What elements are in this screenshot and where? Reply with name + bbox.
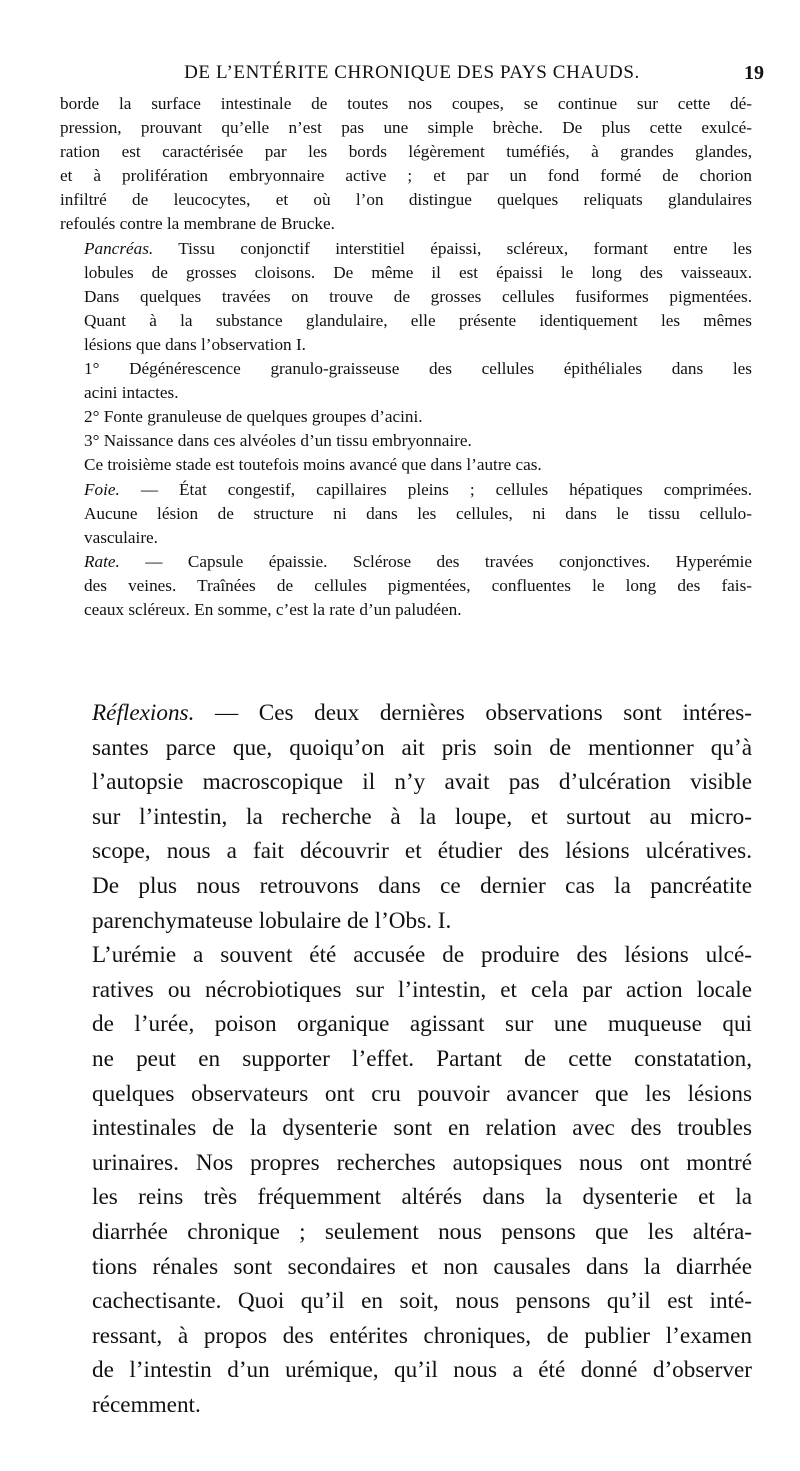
text-line: borde la surface intestinale de toutes nos coupes, se continue sur cette dé- <box>60 94 752 113</box>
text-line: parenchymateuse lobulaire de l’Obs. I. <box>92 907 452 934</box>
text-line: vasculaire. <box>84 527 158 547</box>
page-number: 19 <box>744 62 764 84</box>
text-line: refoulés contre la membrane de Brucke. <box>60 214 335 234</box>
list-item-1 <box>60 357 752 405</box>
list-item-3 <box>60 429 752 453</box>
text-line: ne peut en supporter l’effet. Partant de cette constatation, <box>92 1045 752 1072</box>
text-line: cachectisante. Quoi qu’il en soit, nous pensons qu’il est inté- <box>92 1288 752 1315</box>
text-line: santes parce que, quoiqu’on ait pris soin de mentionner qu’à <box>92 734 752 761</box>
text-line <box>60 478 752 502</box>
text-line: tions rénales sont secondaires et non causales dans la diarrhée <box>92 1253 752 1280</box>
list-item-2 <box>60 405 752 429</box>
text-line: 3° Naissance dans ces alvéoles d’un tissu embryonnaire. <box>84 431 472 451</box>
text-line: scope, nous a fait découvrir et étudier des lésions ulcératives. <box>92 838 752 865</box>
running-title: DE L’ENTÉRITE CHRONIQUE DES PAYS CHAUDS. <box>184 62 640 83</box>
paragraph-foie <box>60 478 752 550</box>
reflexions-text <box>60 696 752 1422</box>
text-line-rest: Tissu conjonctif interstitiel épaissi, scléreux, formant entre les <box>153 238 752 258</box>
text-line <box>60 550 752 574</box>
paragraph-substance <box>60 309 752 357</box>
text-line: sur l’intestin, la recherche à la loupe, et surtout au micro- <box>92 803 752 830</box>
text-line: 1° Dégénérescence granulo-graisseuse des cellules épithéliales dans les <box>84 359 752 379</box>
text-line: récemment. <box>92 1391 201 1418</box>
pancreas-heading: Pancréas. <box>84 238 154 258</box>
text-line-rest: — Ces deux dernières observations sont intéres- <box>194 700 752 726</box>
text-line: des veines. Traînées de cellules pigmentées, confluentes le long des fais- <box>84 575 752 595</box>
paragraph-uremie <box>60 938 752 1422</box>
rate-heading: Rate. <box>84 551 120 571</box>
paragraph-reflexions <box>60 696 752 938</box>
text-line: Dans quelques travées on trouve de grosses cellules fusiformes pigmentées. <box>84 286 752 306</box>
text-line: ressant, à propos des entérites chroniques, de publier l’examen <box>92 1322 752 1349</box>
text-line: ration est caractérisée par les bords légèrement tuméfiés, à grandes glandes, <box>60 142 752 162</box>
text-line: diarrhée chronique ; seulement nous pensons que les altéra- <box>92 1218 752 1245</box>
text-line: infiltré de leucocytes, et où l’on distingue quelques reliquats glandulaires <box>60 190 752 210</box>
paragraph-stade <box>60 453 752 477</box>
text-line: L’urémie a souvent été accusée de produire des lésions ulcé- <box>92 942 752 969</box>
text-line: lésions que dans l’observation I. <box>84 334 306 354</box>
text-line: et à prolifération embryonnaire active ; et par un fond formé de chorion <box>60 166 752 186</box>
text-line: 2° Fonte granuleuse de quelques groupes d’acini. <box>84 407 423 427</box>
text-line: pression, prouvant qu’elle n’est pas une simple brèche. De plus cette exulcé- <box>60 118 752 138</box>
text-line-rest: — Capsule épaissie. Sclérose des travées conjonctives. Hyperémie <box>119 551 752 571</box>
text-line: Aucune lésion de structure ni dans les cellules, ni dans le tissu cellulo- <box>84 503 752 523</box>
running-header <box>0 62 800 90</box>
text-line: les reins très fréquemment altérés dans la dysenterie et la <box>92 1184 752 1211</box>
foie-heading: Foie. <box>84 479 120 499</box>
text-line: quelques observateurs ont cru pouvoir avancer que les lésions <box>92 1080 752 1107</box>
text-line: Quant à la substance glandulaire, elle présente identiquement les mêmes <box>84 310 752 330</box>
text-line: De plus nous retrouvons dans ce dernier cas la pancréatite <box>92 872 752 899</box>
text-line: de l’urée, poison organique agissant sur une muqueuse qui <box>92 1011 752 1038</box>
text-line: urinaires. Nos propres recherches autopsiques nous ont montré <box>92 1149 752 1176</box>
text-line: acini intactes. <box>84 383 179 403</box>
text-line <box>60 237 752 261</box>
reflexions-heading: Réflexions. <box>92 700 195 726</box>
text-line-rest: — État congestif, capillaires pleins ; cellules hépatiques comprimées. <box>119 479 752 499</box>
text-line: ratives ou nécrobiotiques sur l’intestin, et cela par action locale <box>92 976 752 1003</box>
text-line: intestinales de la dysenterie sont en relation avec des troubles <box>92 1115 752 1142</box>
text-line: de l’intestin d’un urémique, qu’il nous a été donné d’observer <box>92 1357 752 1384</box>
text-line: ceaux scléreux. En somme, c’est la rate d’un paludéen. <box>84 599 462 619</box>
paragraph-pancreas <box>60 237 752 309</box>
text-line: lobules de grosses cloisons. De même il est épaissi le long des vaisseaux. <box>84 262 752 282</box>
text-line: l’autopsie macroscopique il n’y avait pas d’ulcération visible <box>92 769 752 796</box>
text-line: Ce troisième stade est toutefois moins avancé que dans l’autre cas. <box>84 455 542 475</box>
paragraph-rate <box>60 550 752 622</box>
observation-text <box>60 92 752 622</box>
paragraph-exulceration <box>60 92 752 237</box>
text-line <box>60 696 752 731</box>
